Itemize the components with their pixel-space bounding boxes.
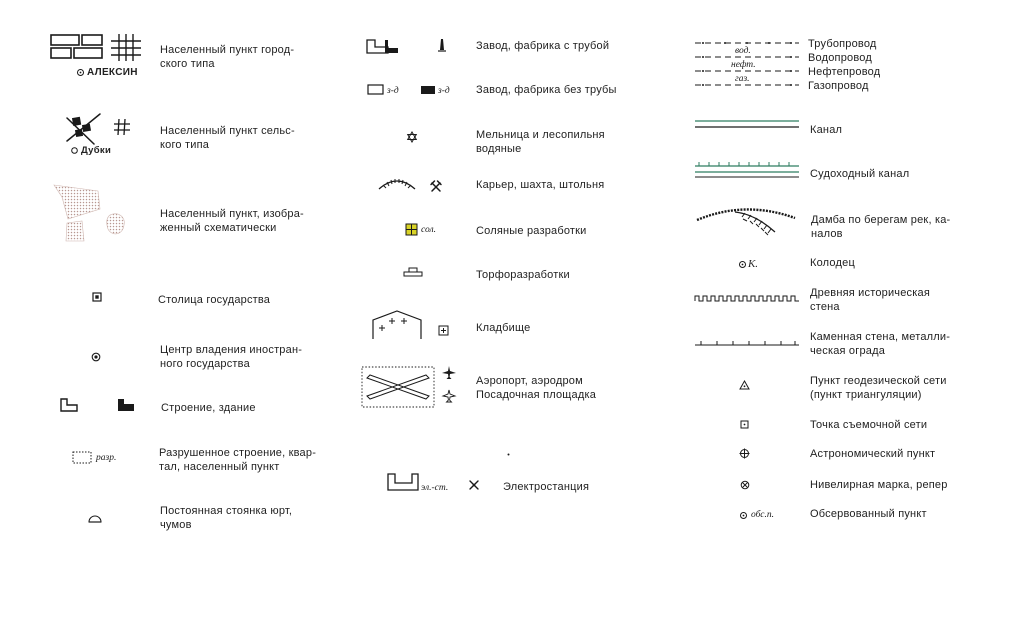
power-station-label: Электростанция [503,481,590,493]
town-sample-name: АЛЕКСИН [87,67,138,78]
town-grid-symbol [110,34,142,62]
town-label: Населенный пункт город- ского типа [160,44,295,70]
gas-pipeline-label: Газопровод [808,80,869,92]
foreign-center-label: Центр владения иностран- ного государства [160,344,303,370]
peat-works-label: Торфоразработки [476,269,570,281]
survey-point-icon [740,420,749,429]
factory-pipe-label: Завод, фабрика с трубой [476,40,610,52]
well-icon [738,260,747,269]
yurt-icon [88,514,102,523]
observed-point-abbreviation: обс.п. [751,510,774,520]
dot-mark [507,453,510,456]
dam-label: Дамба по берегам рек, ка- налов [811,214,951,240]
observed-point-icon [739,511,748,520]
geodetic-point-label: Пункт геодезической сети (пункт триангуляции) [810,375,947,401]
astronomical-point-label: Астрономический пункт [810,448,936,460]
factory-nopipe-outline-icon [367,84,384,95]
factory-pipe-block-icon [366,38,400,54]
salt-works-abbreviation: сол. [421,225,437,235]
village-grid-symbol [113,118,131,136]
town-point-icon [76,68,85,77]
airport-plane-icon [442,366,456,380]
water-mill-label: Мельница и лесопильня водяные [476,129,605,155]
factory-nopipe-abbreviation-2: з-д [438,86,450,96]
water-mill-icon [406,131,418,143]
water-pipeline-label: Водопровод [808,52,872,64]
factory-nopipe-label: Завод, фабрика без трубы [476,84,617,96]
town-block-symbol [50,33,104,61]
ruined-building-icon [72,451,92,464]
well-label: Колодец [810,257,855,269]
ancient-wall-symbol [695,294,799,302]
village-block-symbol [64,110,104,146]
power-station-block-icon [387,473,419,491]
airport-area-symbol [361,366,435,408]
pipeline-label: Трубопровод [808,38,877,50]
dam-symbol [695,206,799,238]
stone-wall-label: Каменная стена, металли- ческая ограда [810,331,951,357]
capital-label: Столица государства [158,294,271,306]
schematic-settlement-label: Населенный пункт, изобра- женный схематически [160,208,304,234]
village-sample-name: Дубки [81,145,112,156]
village-label: Населенный пункт сельс- кого типа [160,125,295,151]
water-pipeline-abbreviation: вод. [735,46,751,56]
ruined-label: Разрушенное строение, квар- тал, населенный пункт [159,447,317,473]
capital-icon [92,292,102,302]
ship-canal-symbol [695,160,799,180]
quarry-label: Карьер, шахта, штольня [476,179,605,191]
cemetery-icon [438,325,449,336]
village-point-icon [70,146,79,155]
yurt-label: Постоянная стоянка юрт, чумов [160,505,293,531]
survey-point-label: Точка съемочной сети [810,419,928,431]
ship-canal-label: Судоходный канал [810,168,910,180]
schematic-settlement-symbol [52,183,132,243]
observed-point-label: Обсервованный пункт [810,508,927,520]
building-filled-icon [117,398,135,412]
building-label: Строение, здание [161,402,256,414]
stone-wall-symbol [695,340,799,348]
ancient-wall-label: Древняя историческая стена [810,287,930,313]
gas-pipeline-abbreviation: газ. [735,74,750,84]
mine-hammers-icon [430,180,442,192]
oil-pipeline-abbreviation: нефт. [731,60,756,70]
geodetic-point-icon [739,380,750,390]
cemetery-label: Кладбище [476,322,531,334]
salt-works-label: Соляные разработки [476,225,587,237]
salt-works-icon [405,223,418,236]
astronomical-point-icon [739,448,750,459]
building-outline-icon [60,398,78,412]
power-station-icon [468,479,480,491]
power-station-abbreviation: эл.-ст. [421,483,449,493]
landing-site-icon [442,389,456,403]
ruined-abbreviation: разр. [96,453,117,463]
airport-label: Аэропорт, аэродром Посадочная площадка [476,375,597,401]
peat-works-icon [403,267,423,277]
factory-nopipe-abbreviation: з-д [387,86,399,96]
factory-pipe-icon [438,38,446,52]
canal-symbol [695,118,799,130]
levelling-mark-icon [740,480,750,490]
levelling-mark-label: Нивелирная марка, репер [810,479,948,491]
factory-nopipe-filled-icon [421,86,435,94]
quarry-icon [377,175,417,191]
canal-label: Канал [810,124,843,136]
oil-pipeline-label: Нефтепровод [808,66,881,78]
foreign-center-icon [91,352,101,362]
well-abbreviation: К. [748,258,759,270]
cemetery-area-symbol [372,310,422,340]
